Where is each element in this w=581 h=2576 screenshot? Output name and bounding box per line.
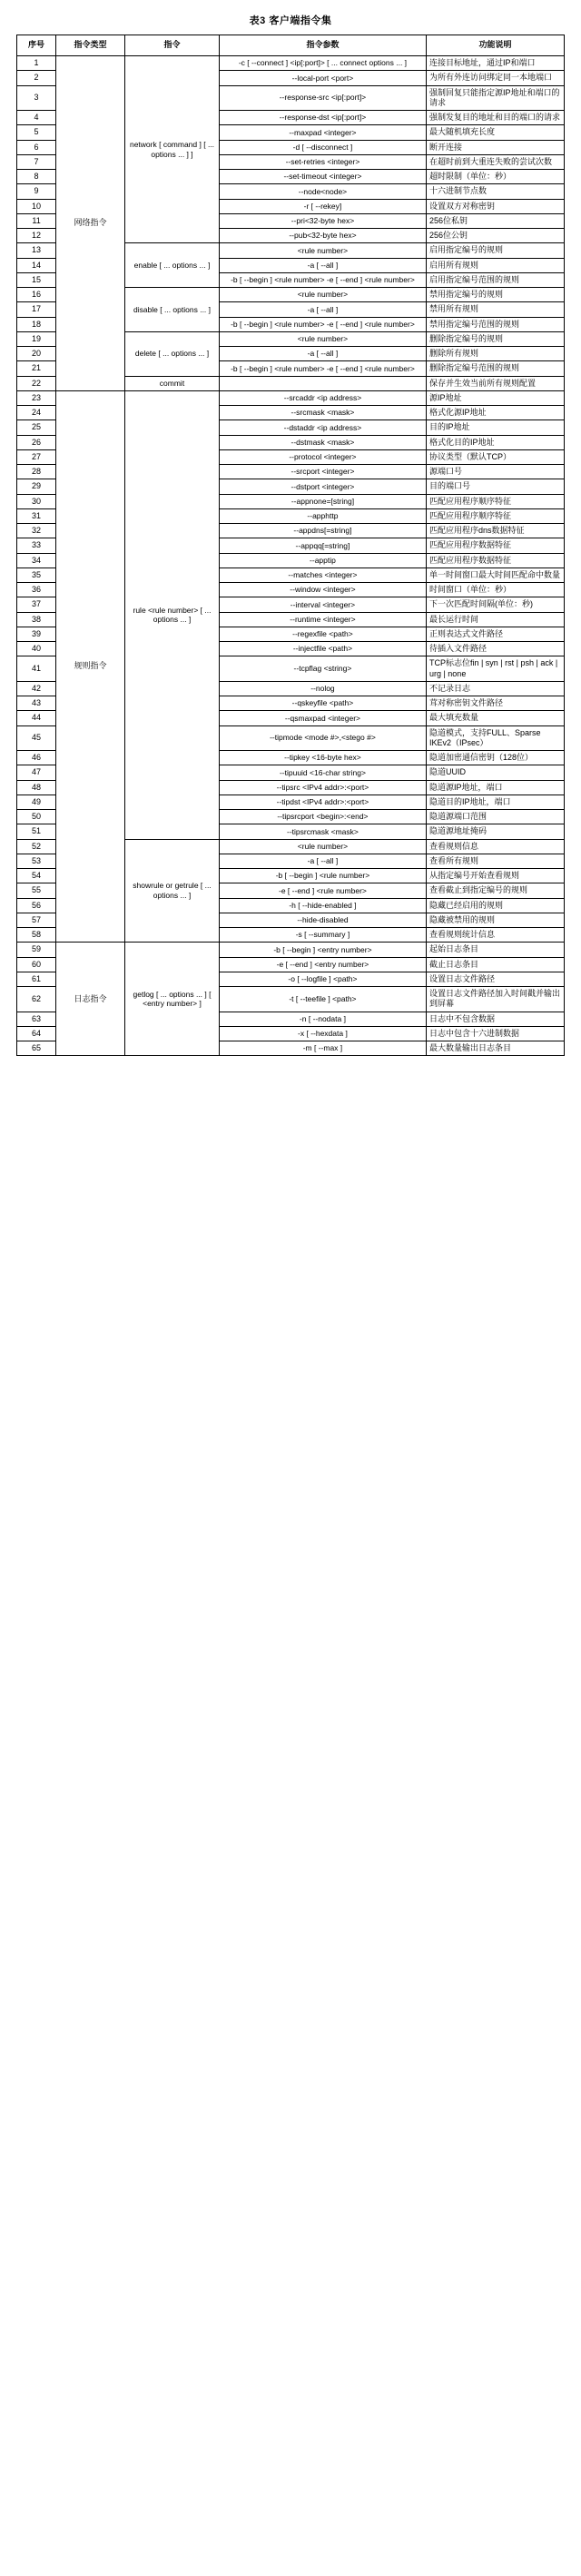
- table-row: [17, 390, 565, 405]
- row-number: 19: [17, 331, 56, 346]
- command-desc-cell: 隐道加密通信密钥（128位）: [426, 751, 564, 765]
- header-param: 指令参数: [219, 35, 426, 56]
- command-param-cell: -e [ --end ] <entry number>: [219, 957, 426, 972]
- row-number: 49: [17, 795, 56, 809]
- command-desc-cell: 启用指定编号的规则: [426, 243, 564, 258]
- command-param-cell: --response-dst <ip[:port]>: [219, 111, 426, 125]
- command-desc-cell: 协议类型（默认TCP）: [426, 449, 564, 464]
- row-number: 30: [17, 494, 56, 508]
- command-desc-cell: 查看规则信息: [426, 839, 564, 854]
- table-row: [17, 943, 565, 957]
- command-param-cell: --tcpflag <string>: [219, 656, 426, 682]
- row-number: 36: [17, 583, 56, 597]
- command-param-cell: --dstaddr <ip address>: [219, 420, 426, 435]
- header-desc: 功能说明: [426, 35, 564, 56]
- table-body: [17, 56, 565, 1056]
- command-type-cell: 网络指令: [56, 56, 125, 391]
- command-desc-cell: TCP标志位fin | syn | rst | psh | ack | urg | none: [426, 656, 564, 682]
- command-param-cell: -r [ --rekey]: [219, 199, 426, 213]
- command-desc-cell: 格式化目的IP地址: [426, 435, 564, 449]
- row-number: 15: [17, 272, 56, 287]
- command-desc-cell: 从指定编号开始查看规则: [426, 869, 564, 883]
- row-number: 32: [17, 524, 56, 538]
- command-param-cell: --appqq[=string]: [219, 538, 426, 553]
- command-param-cell: -h [ --hide-enabled ]: [219, 898, 426, 913]
- command-param-cell: --nolog: [219, 681, 426, 696]
- command-desc-cell: 隐藏被禁用的规则: [426, 913, 564, 927]
- command-param-cell: --tipuuid <16-char string>: [219, 765, 426, 780]
- command-param-cell: --pri<32-byte hex>: [219, 213, 426, 228]
- command-desc-cell: 最大随机填充长度: [426, 125, 564, 140]
- command-param-cell: --appdns[=string]: [219, 524, 426, 538]
- command-param-cell: --qskeyfile <path>: [219, 696, 426, 711]
- row-number: 50: [17, 810, 56, 824]
- row-number: 21: [17, 361, 56, 376]
- row-number: 16: [17, 288, 56, 302]
- command-param-cell: --maxpad <integer>: [219, 125, 426, 140]
- command-cell: showrule or getrule [ ... options ... ]: [125, 839, 220, 943]
- command-param-cell: -a [ --all ]: [219, 258, 426, 272]
- row-number: 59: [17, 943, 56, 957]
- row-number: 38: [17, 612, 56, 627]
- command-desc-cell: 强制发复目的地址和目的端口的请求: [426, 111, 564, 125]
- command-desc-cell: 待插入文件路径: [426, 642, 564, 656]
- row-number: 4: [17, 111, 56, 125]
- command-param-cell: --local-port <port>: [219, 71, 426, 85]
- command-desc-cell: 禁用指定编号的规则: [426, 288, 564, 302]
- row-number: 25: [17, 420, 56, 435]
- command-param-cell: -b [ --begin ] <rule number> -e [ --end ] <rule number>: [219, 317, 426, 331]
- row-number: 64: [17, 1026, 56, 1041]
- command-desc-cell: 隐道目的IP地址，端口: [426, 795, 564, 809]
- command-param-cell: -c [ --connect ] <ip[:port]> [ ... connect options ... ]: [219, 56, 426, 71]
- page-title: 表3 客户端指令集: [249, 15, 332, 26]
- command-desc-cell: 设置双方对称密钥: [426, 199, 564, 213]
- row-number: 57: [17, 913, 56, 927]
- command-set-table: [16, 35, 565, 1056]
- command-cell: network [ command ] [ ... options ... ] ]: [125, 56, 220, 243]
- command-desc-cell: 隐藏已经启用的规则: [426, 898, 564, 913]
- row-number: 26: [17, 435, 56, 449]
- header-command: 指令: [125, 35, 220, 56]
- row-number: 11: [17, 213, 56, 228]
- row-number: 10: [17, 199, 56, 213]
- command-desc-cell: 保存并生效当前所有规则配置: [426, 376, 564, 390]
- row-number: 24: [17, 406, 56, 420]
- row-number: 35: [17, 568, 56, 582]
- command-desc-cell: 单一时间窗口最大时间匹配命中数量: [426, 568, 564, 582]
- command-param-cell: --dstmask <mask>: [219, 435, 426, 449]
- command-param-cell: --appnone=[string]: [219, 494, 426, 508]
- command-desc-cell: 删除指定编号范围的规则: [426, 361, 564, 376]
- command-desc-cell: 匹配应用程序顺序特征: [426, 508, 564, 523]
- command-param-cell: <rule number>: [219, 243, 426, 258]
- row-number: 5: [17, 125, 56, 140]
- command-desc-cell: 隐道源IP地址，端口: [426, 780, 564, 795]
- command-desc-cell: 十六进制节点数: [426, 184, 564, 199]
- command-desc-cell: 在超时前到大重连失败的尝试次数: [426, 154, 564, 169]
- command-desc-cell: 匹配应用程序dns数据特征: [426, 524, 564, 538]
- command-desc-cell: 强制回复只能指定源IP地址和端口的请求: [426, 85, 564, 111]
- header-type: 指令类型: [56, 35, 125, 56]
- row-number: 45: [17, 725, 56, 751]
- row-number: 20: [17, 347, 56, 361]
- table-row: [17, 56, 565, 71]
- command-desc-cell: 查看截止到指定编号的规则: [426, 883, 564, 898]
- command-desc-cell: 时间窗口（单位：秒）: [426, 583, 564, 597]
- row-number: 28: [17, 465, 56, 479]
- command-desc-cell: 256位私钥: [426, 213, 564, 228]
- row-number: 65: [17, 1041, 56, 1056]
- command-desc-cell: 源端口号: [426, 465, 564, 479]
- table-header-row: [17, 35, 565, 56]
- command-desc-cell: 为所有外连访问绑定同一本地端口: [426, 71, 564, 85]
- command-desc-cell: 超时限制（单位：秒）: [426, 170, 564, 184]
- row-number: 61: [17, 972, 56, 986]
- command-desc-cell: 设置日志文件路径: [426, 972, 564, 986]
- command-param-cell: --srcmask <mask>: [219, 406, 426, 420]
- command-desc-cell: 匹配应用程序数据特征: [426, 538, 564, 553]
- command-desc-cell: 隐道源地址掩码: [426, 824, 564, 839]
- command-cell: rule <rule number> [ ... options ... ]: [125, 390, 220, 839]
- command-desc-cell: 日志中包含十六进制数据: [426, 1026, 564, 1041]
- command-cell: commit: [125, 376, 220, 390]
- command-desc-cell: 删除指定编号的规则: [426, 331, 564, 346]
- command-param-cell: --tipdst <IPv4 addr>:<port>: [219, 795, 426, 809]
- command-param-cell: -a [ --all ]: [219, 854, 426, 868]
- command-param-cell: -d [ --disconnect ]: [219, 140, 426, 154]
- command-cell: disable [ ... options ... ]: [125, 288, 220, 332]
- command-param-cell: --interval <integer>: [219, 597, 426, 612]
- command-desc-cell: 连接目标地址，通过IP和端口: [426, 56, 564, 71]
- command-desc-cell: 查看所有规则: [426, 854, 564, 868]
- command-desc-cell: 最长运行时间: [426, 612, 564, 627]
- command-desc-cell: 匹配应用程序数据特征: [426, 553, 564, 568]
- command-param-cell: -a [ --all ]: [219, 302, 426, 317]
- row-number: 46: [17, 751, 56, 765]
- command-desc-cell: 启用指定编号范围的规则: [426, 272, 564, 287]
- command-desc-cell: 设置日志文件路径加入时间戳并输出到屏幕: [426, 987, 564, 1012]
- row-number: 52: [17, 839, 56, 854]
- command-param-cell: --runtime <integer>: [219, 612, 426, 627]
- command-param-cell: -s [ --summary ]: [219, 928, 426, 943]
- row-number: 14: [17, 258, 56, 272]
- command-param-cell: --tipsrcport <begin>:<end>: [219, 810, 426, 824]
- command-param-cell: --tipkey <16-byte hex>: [219, 751, 426, 765]
- command-param-cell: -b [ --begin ] <rule number> -e [ --end ] <rule number>: [219, 361, 426, 376]
- row-number: 34: [17, 553, 56, 568]
- command-param-cell: --protocol <integer>: [219, 449, 426, 464]
- command-param-cell: -m [ --max ]: [219, 1041, 426, 1056]
- command-desc-cell: 茸对称密钥文件路径: [426, 696, 564, 711]
- command-param-cell: --srcaddr <ip address>: [219, 390, 426, 405]
- command-desc-cell: 源IP地址: [426, 390, 564, 405]
- command-type-cell: 规则指令: [56, 390, 125, 943]
- command-param-cell: --apphttp: [219, 508, 426, 523]
- row-number: 43: [17, 696, 56, 711]
- row-number: 40: [17, 642, 56, 656]
- command-param-cell: -x [ --hexdata ]: [219, 1026, 426, 1041]
- row-number: 27: [17, 449, 56, 464]
- command-param-cell: -n [ --nodata ]: [219, 1012, 426, 1026]
- row-number: 44: [17, 711, 56, 725]
- row-number: 37: [17, 597, 56, 612]
- command-desc-cell: 删除所有规则: [426, 347, 564, 361]
- command-param-cell: --set-timeout <integer>: [219, 170, 426, 184]
- row-number: 12: [17, 229, 56, 243]
- command-param-cell: --window <integer>: [219, 583, 426, 597]
- command-param-cell: --matches <integer>: [219, 568, 426, 582]
- row-number: 8: [17, 170, 56, 184]
- row-number: 62: [17, 987, 56, 1012]
- command-param-cell: --node<node>: [219, 184, 426, 199]
- row-number: 6: [17, 140, 56, 154]
- command-param-cell: -b [ --begin ] <rule number> -e [ --end ] <rule number>: [219, 272, 426, 287]
- document-page: [0, 0, 581, 1074]
- command-param-cell: --dstport <integer>: [219, 479, 426, 494]
- command-desc-cell: 最大数量输出日志条目: [426, 1041, 564, 1056]
- command-desc-cell: 匹配应用程序顺序特征: [426, 494, 564, 508]
- row-number: 48: [17, 780, 56, 795]
- command-desc-cell: 最大填充数量: [426, 711, 564, 725]
- command-param-cell: -b [ --begin ] <entry number>: [219, 943, 426, 957]
- row-number: 31: [17, 508, 56, 523]
- command-desc-cell: 禁用所有规则: [426, 302, 564, 317]
- command-desc-cell: 起始日志条目: [426, 943, 564, 957]
- row-number: 29: [17, 479, 56, 494]
- command-desc-cell: 256位公钥: [426, 229, 564, 243]
- row-number: 33: [17, 538, 56, 553]
- row-number: 55: [17, 883, 56, 898]
- command-cell: enable [ ... options ... ]: [125, 243, 220, 288]
- command-desc-cell: 目的IP地址: [426, 420, 564, 435]
- row-number: 2: [17, 71, 56, 85]
- row-number: 51: [17, 824, 56, 839]
- row-number: 63: [17, 1012, 56, 1026]
- command-desc-cell: 隐道UUID: [426, 765, 564, 780]
- row-number: 13: [17, 243, 56, 258]
- command-param-cell: --tipsrcmask <mask>: [219, 824, 426, 839]
- row-number: 42: [17, 681, 56, 696]
- command-desc-cell: 禁用指定编号范围的规则: [426, 317, 564, 331]
- command-cell: delete [ ... options ... ]: [125, 331, 220, 376]
- row-number: 58: [17, 928, 56, 943]
- command-type-cell: 日志指令: [56, 943, 125, 1056]
- command-param-cell: -a [ --all ]: [219, 347, 426, 361]
- row-number: 54: [17, 869, 56, 883]
- command-desc-cell: 正则表达式文件路径: [426, 627, 564, 641]
- row-number: 17: [17, 302, 56, 317]
- command-param-cell: -t [ --teefile ] <path>: [219, 987, 426, 1012]
- command-param-cell: --srcport <integer>: [219, 465, 426, 479]
- command-desc-cell: 日志中不包含数据: [426, 1012, 564, 1026]
- row-number: 47: [17, 765, 56, 780]
- row-number: 39: [17, 627, 56, 641]
- row-number: 23: [17, 390, 56, 405]
- command-param-cell: -b [ --begin ] <rule number>: [219, 869, 426, 883]
- command-param-cell: --set-retries <integer>: [219, 154, 426, 169]
- row-number: 1: [17, 56, 56, 71]
- command-desc-cell: 隐道源端口范围: [426, 810, 564, 824]
- command-param-cell: [219, 376, 426, 390]
- command-param-cell: <rule number>: [219, 331, 426, 346]
- row-number: 41: [17, 656, 56, 682]
- command-desc-cell: 目的端口号: [426, 479, 564, 494]
- header-no: 序号: [17, 35, 56, 56]
- command-param-cell: --tipsrc <IPv4 addr>:<port>: [219, 780, 426, 795]
- command-param-cell: <rule number>: [219, 839, 426, 854]
- command-param-cell: --tipmode <mode #>,<stego #>: [219, 725, 426, 751]
- command-param-cell: --pub<32-byte hex>: [219, 229, 426, 243]
- command-param-cell: --hide-disabled: [219, 913, 426, 927]
- command-desc-cell: 启用所有规则: [426, 258, 564, 272]
- command-param-cell: --apptip: [219, 553, 426, 568]
- command-param-cell: -o [ --logfile ] <path>: [219, 972, 426, 986]
- command-desc-cell: 隐道模式，支持FULL、Sparse IKEv2（IPsec）: [426, 725, 564, 751]
- row-number: 7: [17, 154, 56, 169]
- command-desc-cell: 下一次匹配时间隔(单位：秒): [426, 597, 564, 612]
- command-param-cell: -e [ --end ] <rule number>: [219, 883, 426, 898]
- row-number: 9: [17, 184, 56, 199]
- command-cell: getlog [ ... options ... ] [ <entry number> ]: [125, 943, 220, 1056]
- command-param-cell: --regexfile <path>: [219, 627, 426, 641]
- command-param-cell: --injectfile <path>: [219, 642, 426, 656]
- command-param-cell: --qsmaxpad <integer>: [219, 711, 426, 725]
- command-desc-cell: 格式化源IP地址: [426, 406, 564, 420]
- command-desc-cell: 查看规则统计信息: [426, 928, 564, 943]
- row-number: 3: [17, 85, 56, 111]
- command-desc-cell: 断开连接: [426, 140, 564, 154]
- row-number: 56: [17, 898, 56, 913]
- row-number: 22: [17, 376, 56, 390]
- command-desc-cell: 截止日志条目: [426, 957, 564, 972]
- row-number: 60: [17, 957, 56, 972]
- row-number: 18: [17, 317, 56, 331]
- command-desc-cell: 不记录日志: [426, 681, 564, 696]
- row-number: 53: [17, 854, 56, 868]
- command-param-cell: --response-src <ip[:port]>: [219, 85, 426, 111]
- command-param-cell: <rule number>: [219, 288, 426, 302]
